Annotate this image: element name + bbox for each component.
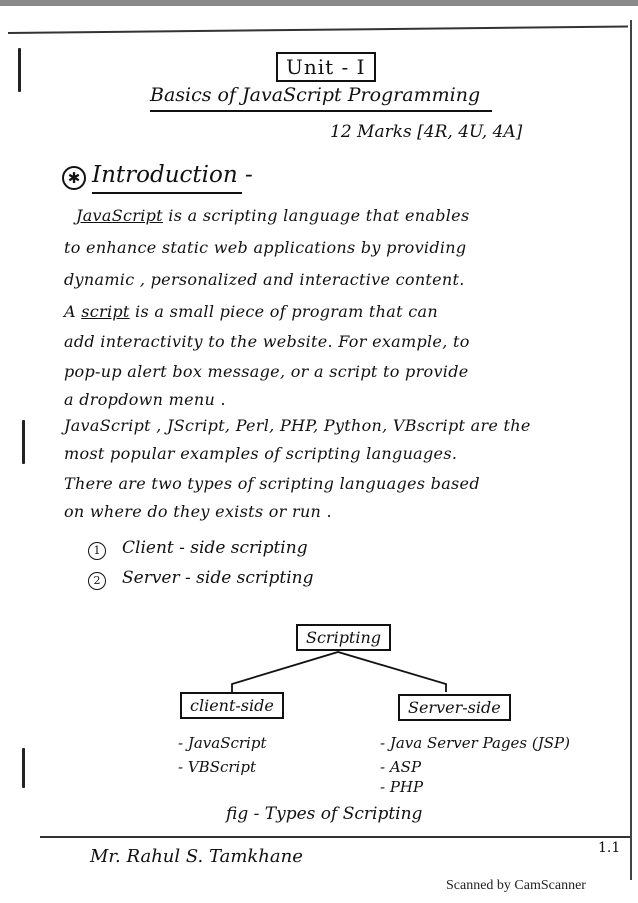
list-item: Server - side scripting (122, 568, 314, 588)
list-item: Client - side scripting (122, 538, 308, 558)
term-javascript: JavaScript (76, 206, 163, 225)
paragraph-text: is a small piece of program that can (129, 302, 438, 321)
marks-distribution: 12 Marks [4R, 4U, 4A] (330, 122, 523, 142)
tree-connector (232, 652, 446, 692)
page-title: Basics of JavaScript Programming (150, 84, 481, 106)
diagram-server-side-node: Server-side (398, 694, 511, 721)
paragraph-line: on where do they exists or run . (64, 502, 332, 521)
list-number: 1 (88, 542, 106, 560)
paragraph-line: add interactivity to the website. For example, to (64, 332, 470, 351)
scanner-watermark: Scanned by CamScanner (446, 878, 586, 893)
asterisk-circle-icon: ✱ (62, 166, 86, 190)
diagram-client-side-node: client-side (180, 692, 284, 719)
paragraph-line: pop-up alert box message, or a script to provide (64, 362, 469, 381)
paragraph-line: most popular examples of scripting languages. (64, 444, 458, 463)
paragraph-line: a dropdown menu . (64, 390, 226, 409)
term-script: script (81, 302, 130, 321)
paragraph-line: to enhance static web applications by providing (64, 238, 467, 257)
author-name: Mr. Rahul S. Tamkhane (90, 846, 303, 867)
paragraph-text: is a scripting language that enables (162, 206, 470, 225)
page-bottom-rule (40, 836, 630, 838)
paragraph-line: dynamic , personalized and interactive content. (64, 270, 465, 289)
section-heading: Introduction - (92, 162, 253, 188)
page-number: 1.1 (598, 840, 621, 856)
client-side-item: - VBScript (178, 758, 256, 776)
server-side-item: - ASP (380, 758, 422, 776)
server-side-item: - Java Server Pages (JSP) (380, 734, 570, 752)
paragraph-text: A (64, 302, 82, 321)
list-number: 2 (88, 572, 106, 590)
server-side-item: - PHP (380, 778, 424, 796)
diagram-root-node: Scripting (296, 624, 391, 651)
paragraph-line: JavaScript , JScript, Perl, PHP, Python, VBscript are the (64, 416, 531, 435)
unit-label: Unit - I (276, 52, 376, 82)
figure-caption: fig - Types of Scripting (226, 804, 423, 824)
paragraph-line: There are two types of scripting languages based (64, 474, 480, 493)
client-side-item: - JavaScript (178, 734, 267, 752)
